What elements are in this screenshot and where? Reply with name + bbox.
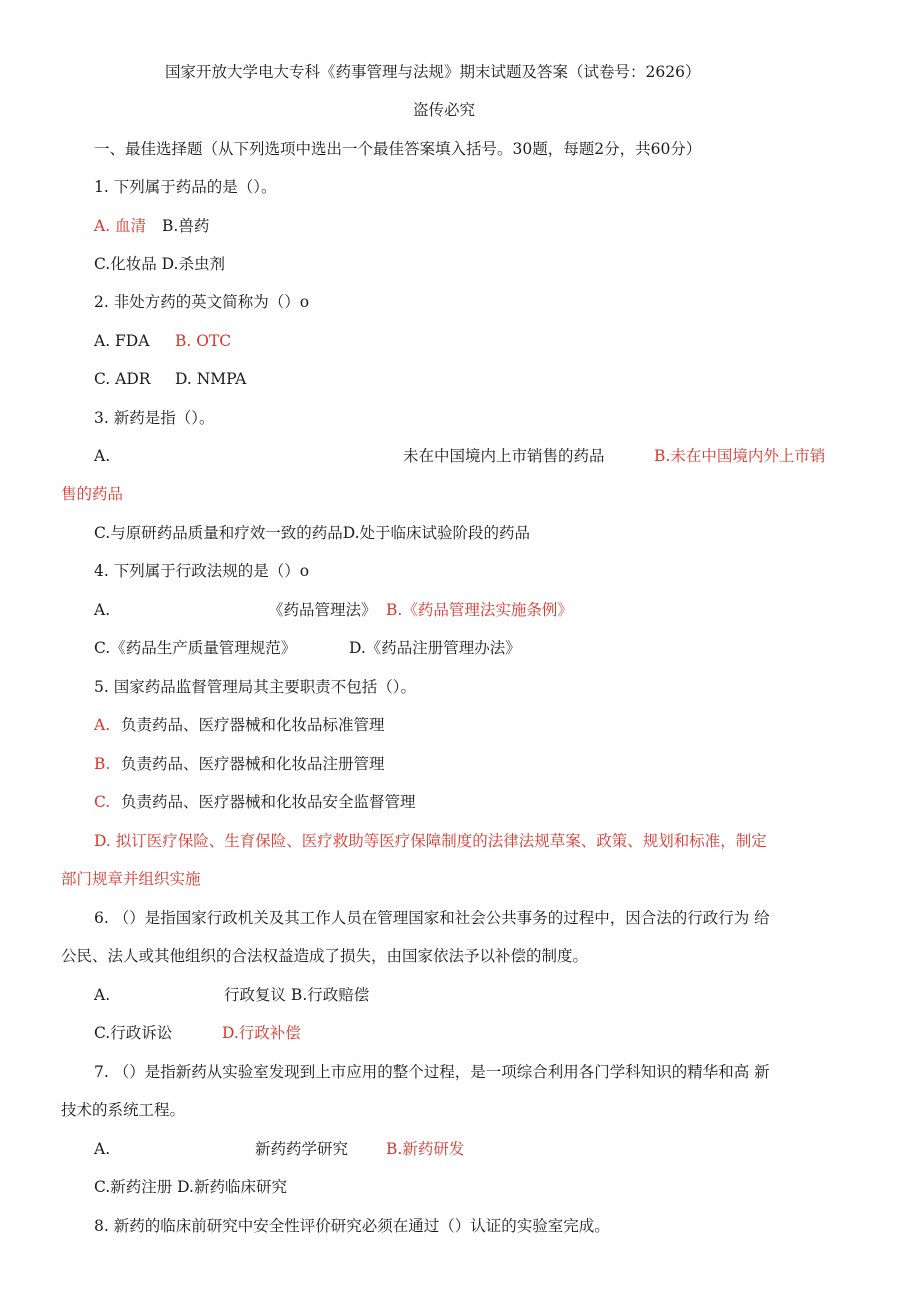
question-3-stem: 3. 新药是指（）。 [94,409,215,427]
question-5-option-d: D. 拟订医疗保险、生育保险、医疗救助等医疗保障制度的法律法规草案、政策、规划和标准，制定 [94,832,767,850]
question-4-option-a: 《药品管理法》 [268,601,377,619]
question-2-option-b: B. OTC [175,332,232,350]
question-6-option-c: C.行政诉讼 [94,1024,173,1042]
question-3-options-cd: C.与原研药品质量和疗效一致的药品D.处于临床试验阶段的药品 [94,524,531,542]
document-subtitle: 盗传必究 [413,101,476,119]
question-8-stem: 8. 新药的临床前研究中安全性评价研究必须在通过（）认证的实验室完成。 [94,1217,610,1235]
question-1-stem: 1. 下列属于药品的是（）。 [94,178,277,196]
question-3-option-a-prefix: A. [94,447,111,465]
question-4-stem: 4. 下列属于行政法规的是（）o [94,562,310,580]
question-1-option-b: B.兽药 [162,217,210,235]
question-6-stem-continued: 公民、法人或其他组织的合法权益造成了损失，由国家依法予以补偿的制度。 [61,947,589,965]
question-5-option-c-prefix: C. [94,793,111,811]
question-7-option-a: 新药药学研究 [255,1140,349,1158]
question-2-stem: 2. 非处方药的英文简称为（）o [94,293,310,311]
question-4-option-c: C.《药品生产质量管理规范》 [94,639,297,657]
question-5-option-b-prefix: B. [94,755,111,773]
question-7-stem: 7. （）是指新药从实验室发现到上市应用的整个过程，是一项综合利用各门学科知识的精华和高 新 [94,1063,770,1081]
question-5-option-a-prefix: A. [94,716,111,734]
question-3-option-b: B.未在中国境内外上市销 [654,447,826,465]
question-2-option-a: A. FDA [94,332,150,350]
question-5-option-b: 负责药品、医疗器械和化妆品注册管理 [121,755,385,773]
question-5-option-c: 负责药品、医疗器械和化妆品安全监督管理 [121,793,416,811]
section-heading: 一、最佳选择题（从下列选项中选出一个最佳答案填入括号。30题，每题2分，共60分） [94,140,702,158]
question-5-stem: 5. 国家药品监督管理局其主要职责不包括（）。 [94,678,416,696]
question-3-option-b-continued: 售的药品 [61,485,124,503]
question-7-option-b: B.新药研发 [386,1140,465,1158]
question-7-stem-continued: 技术的系统工程。 [61,1101,186,1119]
question-3-option-a: 未在中国境内上市销售的药品 [403,447,605,465]
document-title: 国家开放大学电大专科《药事管理与法规》期末试题及答案（试卷号：2626） [165,63,701,81]
question-6-option-d: D.行政补偿 [222,1024,301,1042]
question-6-stem: 6. （）是指国家行政机关及其工作人员在管理国家和社会公共事务的过程中，因合法的行政行为 给 [94,909,770,927]
question-4-option-a-prefix: A. [94,601,111,619]
question-4-option-b: B.《药品管理法实施条例》 [386,601,573,619]
question-6-options-ab: 行政复议 B.行政赔偿 [224,986,370,1004]
question-6-option-a-prefix: A. [94,986,111,1004]
question-7-option-a-prefix: A. [94,1140,111,1158]
question-4-option-d: D.《药品注册管理办法》 [349,639,521,657]
question-2-option-c: C. ADR [94,370,151,388]
question-5-option-a: 负责药品、医疗器械和化妆品标准管理 [121,716,385,734]
question-5-option-d-continued: 部门规章并组织实施 [61,870,201,888]
question-1-option-a: A. 血清 [94,217,147,235]
question-7-options-cd: C.新药注册 D.新药临床研究 [94,1178,287,1196]
question-2-option-d: D. NMPA [175,370,247,388]
question-1-options-cd: C.化妆品 D.杀虫剂 [94,255,225,273]
